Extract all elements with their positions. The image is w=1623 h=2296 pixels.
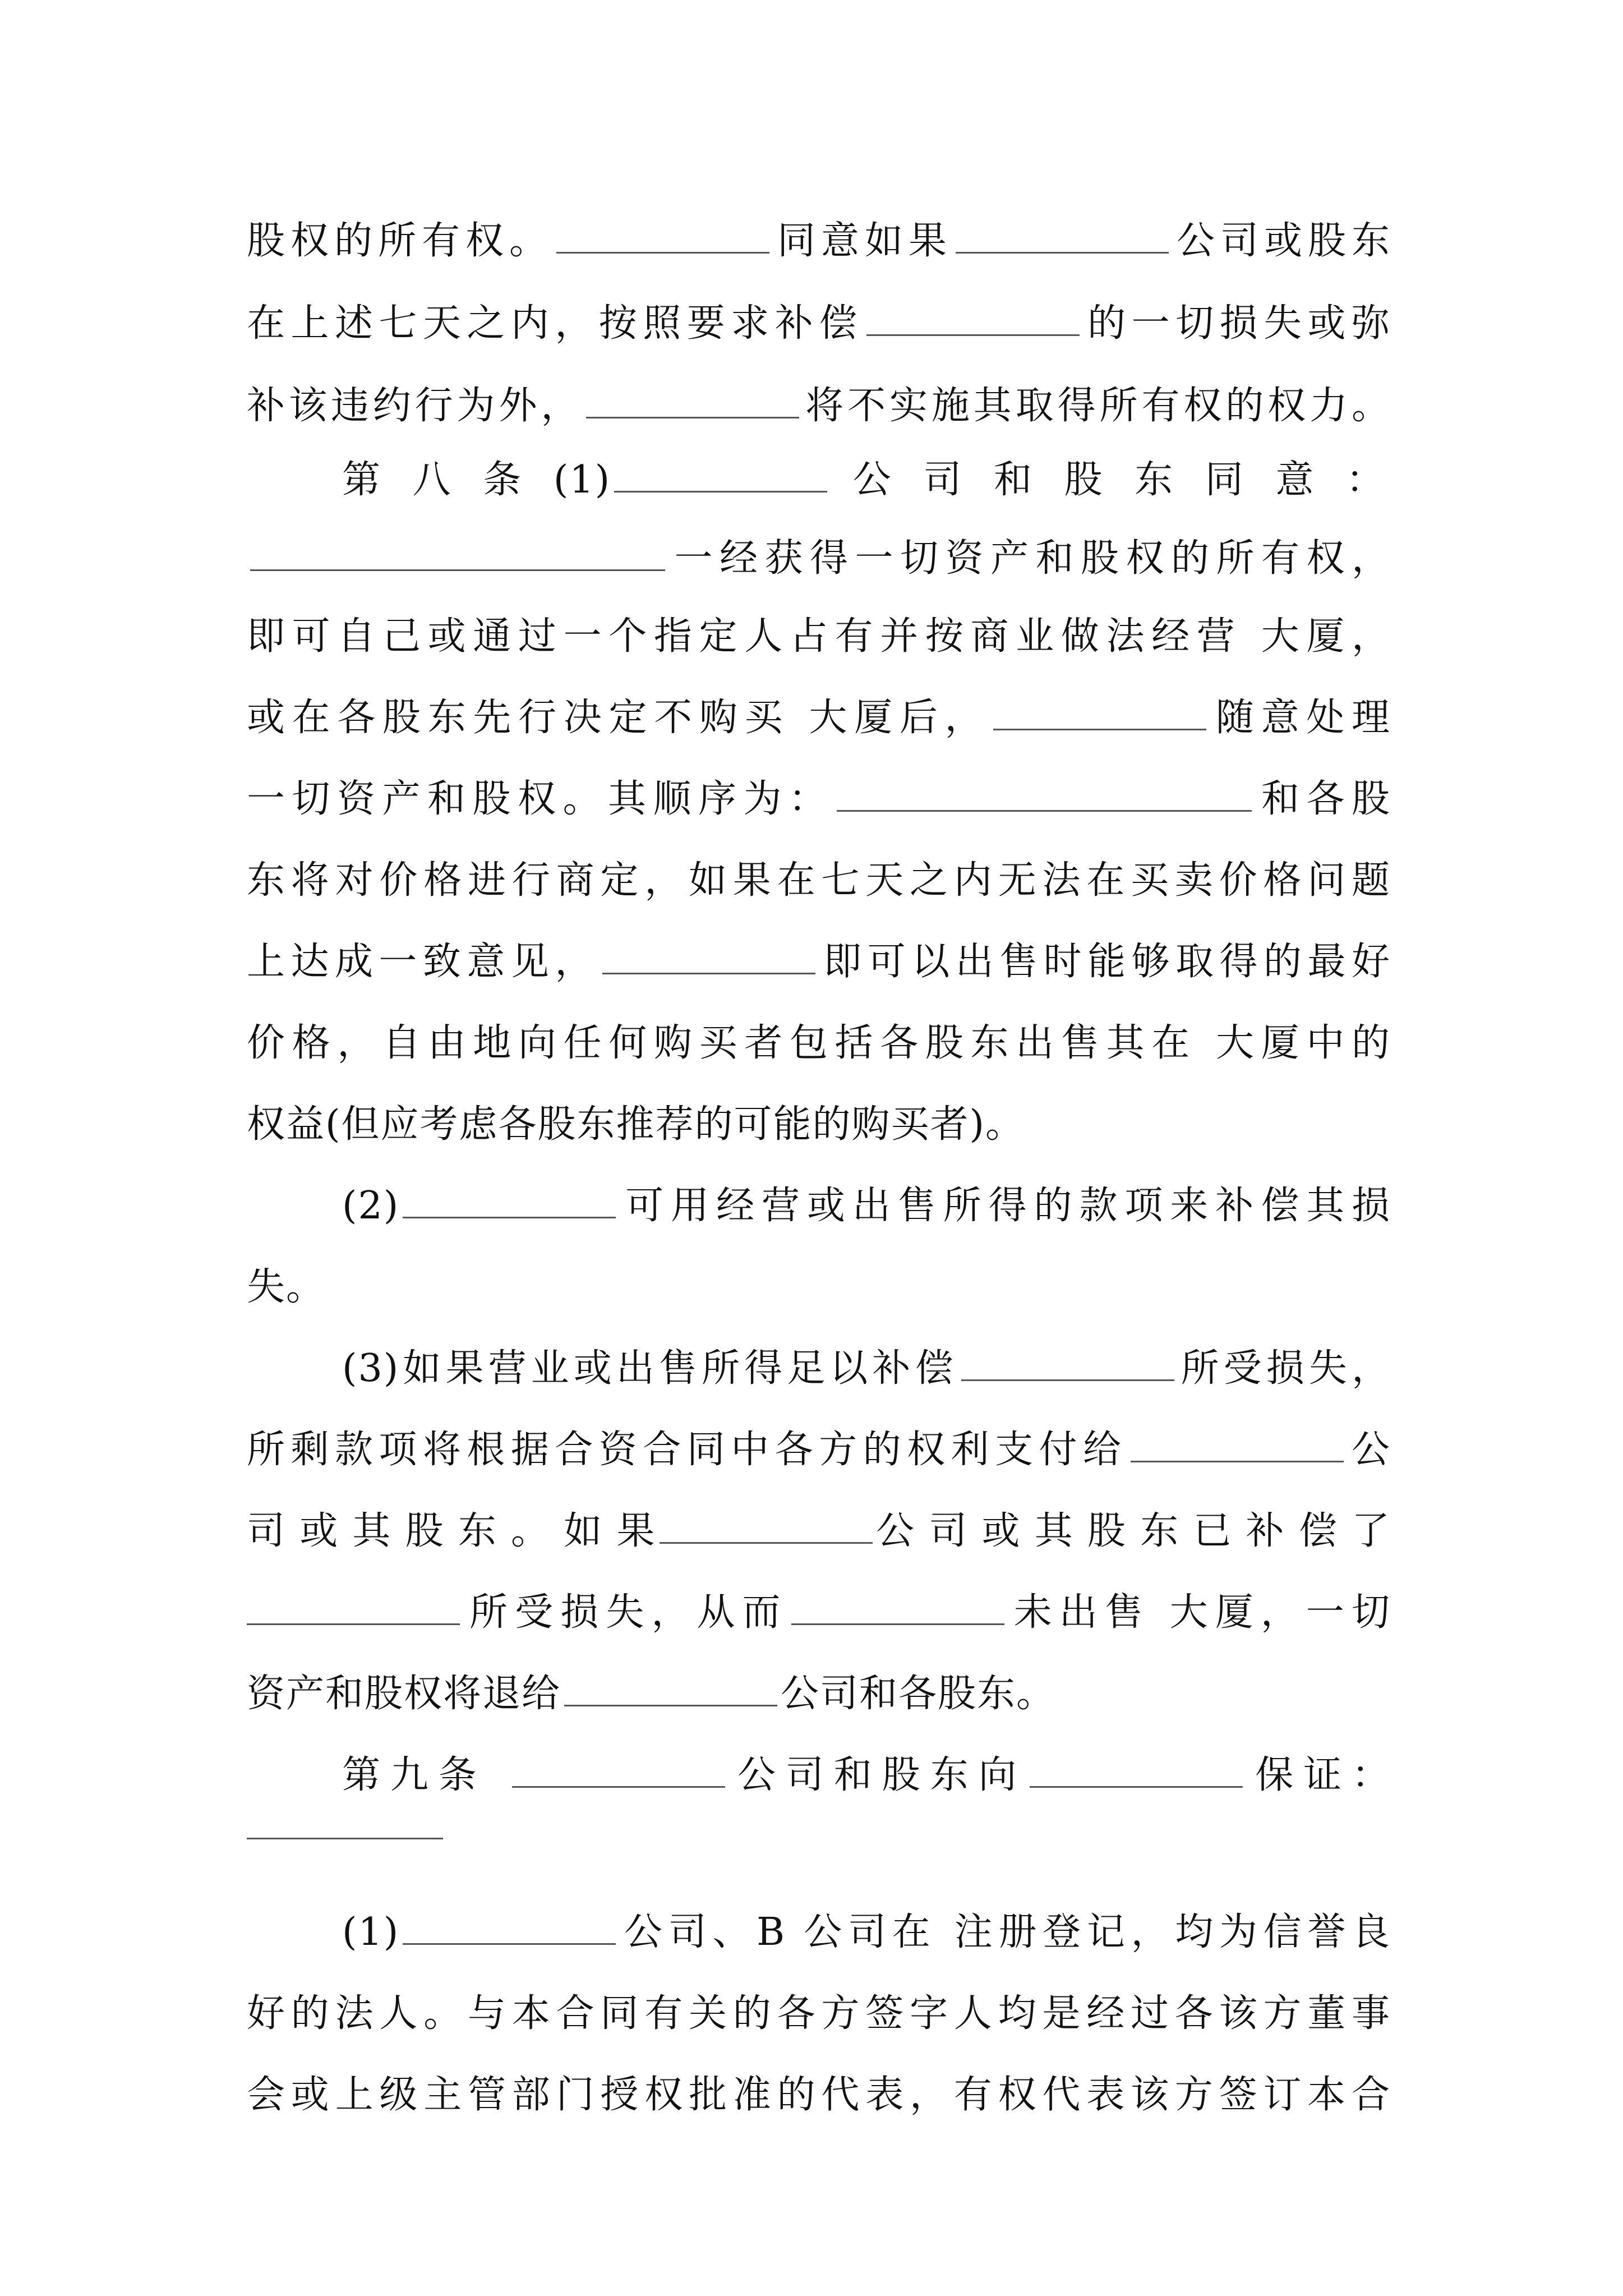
text-line — [247, 1585, 1391, 1641]
text-segment: 公司、B 公司在 注册登记，均为信誉良 — [619, 1910, 1391, 1954]
fill-blank — [512, 1751, 725, 1788]
text-segment: 未出售 大厦，一切 — [1007, 1590, 1391, 1635]
fill-blank — [866, 300, 1080, 336]
fill-blank — [403, 1908, 616, 1945]
fill-blank — [837, 775, 1252, 812]
fill-blank — [614, 456, 827, 493]
clause-3 — [342, 1341, 1391, 1397]
text-line — [247, 1503, 1391, 1559]
text-line — [247, 1015, 1391, 1071]
fill-blank — [956, 217, 1169, 254]
fill-blank — [564, 1670, 777, 1706]
text-line — [247, 296, 1391, 352]
text-segment: 会或上级主管部门授权批准的代表，有权代表该方签订本合 — [247, 2073, 1391, 2117]
fill-blank — [247, 1589, 460, 1625]
text-segment: 公 — [1347, 1428, 1391, 1472]
text-segment: 司 或 其 股 东 。 如 果 — [247, 1509, 656, 1553]
fill-blank — [250, 535, 665, 571]
text-segment: 失。 — [247, 1265, 326, 1309]
text-line — [247, 1259, 1391, 1315]
fill-blank — [1131, 1426, 1344, 1462]
text-segment: 即可自己或通过一个指定人占有并按商业做法经营 大厦， — [247, 614, 1391, 659]
text-segment: 所剩款项将根据合资合同中各方的权利支付给 — [247, 1428, 1127, 1472]
text-segment: 一切资产和股权。其顺序为： — [247, 777, 834, 821]
text-segment: 公 司 或 其 股 东 已 补 偿 了 — [875, 1509, 1391, 1553]
text-segment: 和各股 — [1255, 777, 1391, 821]
clause-9-1 — [342, 1904, 1391, 1961]
fill-blank — [961, 1345, 1174, 1381]
text-line — [247, 378, 1391, 434]
fill-blank — [993, 694, 1206, 730]
fill-blank — [586, 382, 799, 418]
text-line — [247, 609, 1391, 665]
text-segment: 随意处理 — [1210, 696, 1391, 740]
text-segment: 公司或股东 — [1172, 219, 1391, 263]
text-segment: (3)如果营业或出售所得足以补偿 — [342, 1346, 958, 1391]
fill-blank — [1030, 1751, 1243, 1788]
text-segment: 的一切损失或弥 — [1082, 301, 1391, 346]
fill-blank — [791, 1589, 1004, 1625]
fill-blank — [556, 217, 769, 254]
text-line — [247, 1097, 1391, 1153]
text-segment: 同意如果 — [772, 219, 952, 263]
fill-blank — [602, 938, 815, 974]
article-heading-9 — [342, 1747, 1391, 1803]
text-segment: 所受损失，从而 — [463, 1590, 788, 1635]
text-segment: 或在各股东先行决定不购买 大厦后， — [247, 696, 990, 740]
fill-blank — [660, 1507, 873, 1544]
text-segment: 补该违约行为外， — [247, 384, 583, 428]
text-segment: 所受损失， — [1177, 1346, 1391, 1391]
text-segment: 将不实施其取得所有权的权力。 — [803, 384, 1391, 428]
text-segment: 上达成一致意见， — [247, 940, 599, 984]
text-segment: 第 八 条 (1) — [342, 458, 611, 502]
text-segment: 公 司 和 股 东 同 意 ： — [831, 458, 1385, 502]
text-segment: 好的法人。与本合同有关的各方签字人均是经过各该方董事 — [247, 1991, 1391, 2036]
text-segment: (2) — [342, 1184, 400, 1228]
text-segment: (1) — [342, 1910, 400, 1954]
text-segment: 一经获得一切资产和股权的所有权， — [668, 536, 1391, 581]
text-line — [247, 771, 1391, 827]
text-segment: 公司和各股东。 — [781, 1672, 1056, 1716]
text-segment: 权益(但应考虑各股东推荐的可能的购买者)。 — [247, 1102, 1025, 1147]
text-line — [247, 2067, 1391, 2123]
text-line — [247, 934, 1391, 990]
separator-rule — [247, 1838, 443, 1839]
text-segment: 股权的所有权。 — [247, 219, 553, 263]
text-segment: 公司和股东向 — [728, 1753, 1027, 1797]
text-line — [247, 690, 1391, 746]
text-segment: 价格，自由地向任何购买者包括各股东出售其在 大厦中的 — [247, 1021, 1391, 1065]
fill-blank — [403, 1182, 616, 1218]
text-segment: 可用经营或出售所得的款项来补偿其损 — [619, 1184, 1391, 1228]
text-segment: 资产和股权将退给 — [247, 1672, 561, 1716]
text-segment: 东将对价格进行商定，如果在七天之内无法在买卖价格问题 — [247, 858, 1391, 903]
text-line — [247, 1422, 1391, 1478]
text-line — [247, 1986, 1391, 2042]
text-line — [247, 531, 1391, 587]
text-line — [247, 213, 1391, 269]
text-line — [247, 853, 1391, 909]
article-heading-8 — [342, 452, 1385, 508]
text-line — [247, 1666, 1391, 1722]
text-segment: 第九条 — [342, 1753, 509, 1797]
clause-2 — [342, 1178, 1391, 1234]
text-segment: 保证： — [1246, 1753, 1391, 1797]
text-segment: 即可以出售时能够取得的最好 — [818, 940, 1391, 984]
text-segment: 在上述七天之内，按照要求补偿 — [247, 301, 863, 346]
